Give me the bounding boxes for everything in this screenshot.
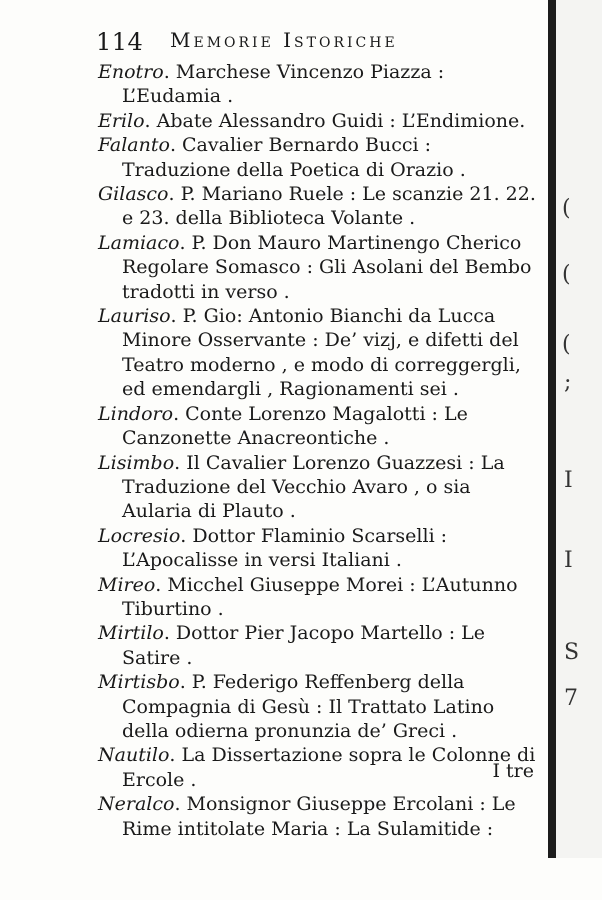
entry-text: . Abate Alessandro Guidi : L’Endimione. bbox=[144, 109, 526, 132]
entry-text: . Monsignor Giuseppe Ercolani : Le Rime intitolate Maria : La Sulamitide : bbox=[122, 793, 516, 840]
list-item bbox=[98, 451, 543, 524]
list-item bbox=[98, 304, 543, 402]
catchword: I tre bbox=[492, 760, 534, 782]
list-item bbox=[98, 573, 543, 622]
page-header bbox=[96, 20, 536, 60]
entry-text: . Micchel Giuseppe Morei : L’Autunno Tiburtino . bbox=[122, 573, 518, 620]
list-item bbox=[98, 109, 543, 133]
pastoral-name: Lisimbo bbox=[98, 451, 175, 474]
facing-glyph: ( bbox=[562, 332, 571, 357]
pastoral-name: Mireo bbox=[98, 573, 156, 596]
page-number: 114 bbox=[96, 28, 144, 56]
entry-list bbox=[98, 60, 543, 841]
entry-text: . Dottor Flaminio Scarselli : L’Apocalisse in versi Italiani . bbox=[122, 524, 448, 572]
facing-glyph: ; bbox=[564, 370, 572, 395]
pastoral-name: Mirtilo bbox=[98, 622, 164, 645]
book-gutter bbox=[548, 0, 556, 858]
pastoral-name: Neralco bbox=[98, 793, 175, 816]
list-item bbox=[98, 743, 543, 792]
entry-text: . P. Federigo Reffenberg della Compagnia di Gesù : Il Trattato Latino della odierna pronunzia de’ Greci . bbox=[122, 671, 495, 742]
entry-text: . P. Mariano Ruele : Le scanzie 21. 22. e 23. della Biblioteca Volante . bbox=[122, 183, 536, 230]
pastoral-name: Lindoro bbox=[98, 402, 174, 425]
facing-glyph: I bbox=[564, 468, 573, 493]
facing-page-edge bbox=[556, 0, 602, 858]
list-item bbox=[98, 133, 543, 182]
entry-text: . P. Don Mauro Martinengo Cherico Regolare Somasco : Gli Asolani del Bembo tradotti in verso . bbox=[122, 231, 532, 303]
pastoral-name: Lamiaco bbox=[98, 231, 180, 254]
pastoral-name: Lauriso bbox=[98, 305, 171, 328]
pastoral-name: Mirtisbo bbox=[98, 671, 180, 694]
pastoral-name: Gilasco bbox=[98, 183, 169, 206]
entry-text: . Dottor Pier Jacopo Martello : Le Satire . bbox=[122, 622, 485, 669]
entry-text: . Cavalier Bernardo Bucci : Traduzione della Poetica di Orazio . bbox=[122, 134, 466, 181]
list-item bbox=[98, 670, 543, 743]
list-item bbox=[98, 402, 543, 451]
entry-text: . Il Cavalier Lorenzo Guazzesi : La Traduzione del Vecchio Avaro , o sia Aularia di Plauto . bbox=[122, 451, 505, 523]
facing-glyph: 7 bbox=[564, 686, 578, 711]
running-title: Memorie Istoriche bbox=[170, 28, 398, 52]
entry-text: . P. Gio: Antonio Bianchi da Lucca Minore Osservante : De’ vizj, e difetti del Teatro moderno , e modo di correggergli, ed emendargli , Ragionamenti sei . bbox=[122, 305, 521, 401]
entry-text: . Conte Lorenzo Magalotti : Le Canzonette Anacreontiche . bbox=[122, 402, 468, 450]
list-item bbox=[98, 621, 543, 670]
pastoral-name: Erilo bbox=[98, 109, 145, 132]
list-item bbox=[98, 792, 543, 841]
pastoral-name: Enotro bbox=[98, 61, 164, 83]
pastoral-name: Falanto bbox=[98, 134, 170, 157]
list-item bbox=[98, 60, 543, 109]
pastoral-name: Nautilo bbox=[98, 744, 170, 767]
entry-text: . Marchese Vincenzo Piazza : L’Eudamia . bbox=[122, 61, 445, 108]
facing-glyph: ( bbox=[562, 262, 571, 287]
facing-glyph: I bbox=[564, 548, 573, 573]
list-item bbox=[98, 231, 543, 304]
facing-glyph: ( bbox=[562, 196, 571, 221]
entry-text: . La Dissertazione sopra le Colonne di Ercole . bbox=[122, 744, 536, 791]
facing-glyph: S bbox=[564, 640, 580, 665]
pastoral-name: Locresio bbox=[98, 524, 181, 547]
list-item bbox=[98, 182, 543, 231]
list-item bbox=[98, 524, 543, 573]
